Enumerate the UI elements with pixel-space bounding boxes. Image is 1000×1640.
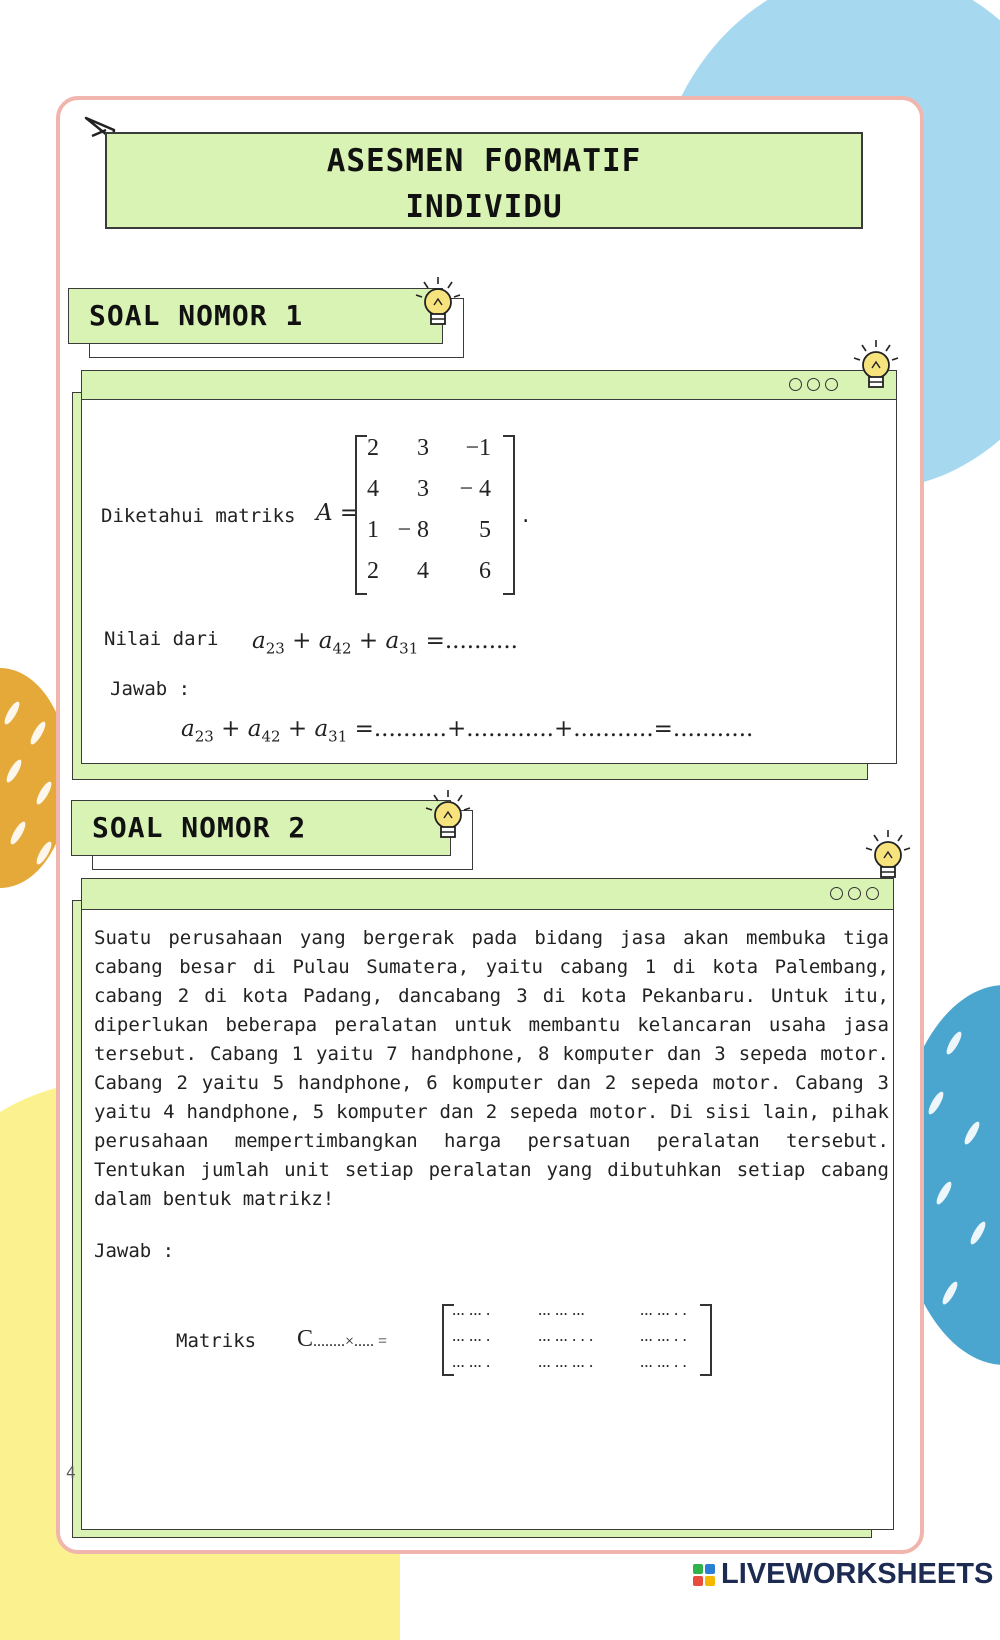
logo-text: LIVEWORKSHEETS [721, 1558, 994, 1590]
q1-matrix-name: A = [316, 500, 360, 526]
matrix-period: . [520, 505, 532, 527]
q2-label: SOAL NOMOR 2 [71, 800, 451, 856]
q2-answer-label: Jawab : [94, 1240, 175, 1262]
matrix-cell[interactable]: ... ... . . [640, 1352, 687, 1371]
matrix-bracket-right [503, 435, 515, 595]
blue-drops [920, 1010, 1000, 1330]
window-dot-icon [866, 887, 879, 900]
matrix-cell: 4 [417, 558, 429, 584]
matrix-cell: 5 [479, 517, 491, 543]
q1-matrix [355, 435, 515, 595]
matrix-cell: 4 [367, 476, 379, 502]
q2-matrix-expression[interactable]: C........×..... = [297, 1326, 388, 1352]
matrix-cell[interactable]: ... ... ... [538, 1300, 585, 1319]
matrix-cell[interactable]: ... ... . . [640, 1300, 687, 1319]
window-dot-icon [825, 378, 838, 391]
matrix-cell: 3 [417, 476, 429, 502]
window-controls [830, 887, 879, 900]
matrix-cell: 1 [367, 517, 379, 543]
lightbulb-icon [422, 788, 474, 846]
page-title [105, 132, 863, 229]
logo-icon [693, 1564, 715, 1586]
lightbulb-icon [850, 338, 902, 396]
q1-answer-label: Jawab : [110, 678, 191, 700]
matrix-cell: −1 [465, 435, 491, 461]
matrix-cell: 3 [417, 435, 429, 461]
matrix-cell[interactable]: ... ... . [452, 1326, 491, 1345]
q1-answer-expression[interactable]: $a_{23} + a_{42} + a_{31}$ =..........+............+...........=........... [181, 716, 754, 746]
lightbulb-icon [412, 275, 464, 333]
window-dot-icon [807, 378, 820, 391]
matrix-cell[interactable]: ... ... . . [640, 1326, 687, 1345]
lightbulb-icon [862, 828, 914, 886]
q2-blank-matrix[interactable] [442, 1300, 714, 1376]
page-number: 4 [66, 1463, 76, 1482]
q2-window-bar [82, 879, 893, 910]
window-controls [789, 378, 838, 391]
matrix-cell[interactable]: ... ... ... . [538, 1352, 594, 1371]
window-dot-icon [848, 887, 861, 900]
matrix-cell[interactable]: ... ... . . . [538, 1326, 594, 1345]
q1-label: SOAL NOMOR 1 [68, 288, 443, 344]
matrix-cell[interactable]: ... ... . [452, 1300, 491, 1319]
window-dot-icon [789, 378, 802, 391]
q1-expression: $a_{23} + a_{42} + a_{31}$ =.......... [252, 628, 518, 658]
matrix-cell: − 4 [459, 476, 491, 502]
q2-question-text: Suatu perusahaan yang bergerak pada bidang jasa akan membuka tiga cabang besar di Pulau Sumatera, yaitu cabang 1 di kota Palembang, cabang 2 di kota Padang, dancabang 3 di kota Pekanbaru. Untuk itu, diperlukan beberapa peralatan untuk membantu kelancaran usaha jasa tersebut. Cabang 1 yaitu 7 handphone, 8 komputer dan 3 sepeda motor. Cabang 2 yaitu 5 handphone, 6 komputer dan 2 sepeda motor. Cabang 3 yaitu 4 handphone, 5 komputer dan 2 sepeda motor. Di sisi lain, pihak perusahaan mempertimbangkan harga persatuan peralatan tersebut. Tentukan jumlah unit setiap peralatan yang dibutuhkan setiap cabang dalam bentuk matrikz! [94, 927, 889, 1210]
matrix-cell: 2 [367, 558, 379, 584]
title-line-1: ASESMEN FORMATIF [326, 143, 642, 179]
window-dot-icon [830, 887, 843, 900]
q1-window-bar [82, 371, 896, 400]
title-line-2: INDIVIDU [405, 189, 563, 225]
q2-matrix-label: Matriks [176, 1330, 257, 1352]
matrix-cell[interactable]: ... ... . [452, 1352, 491, 1371]
matrix-cell: − 8 [397, 517, 429, 543]
matrix-cell: 6 [479, 558, 491, 584]
liveworksheets-logo [693, 1558, 993, 1591]
q1-intro: Diketahui matriks [101, 505, 296, 527]
matrix-cell: 2 [367, 435, 379, 461]
q1-prompt: Nilai dari [104, 628, 219, 650]
